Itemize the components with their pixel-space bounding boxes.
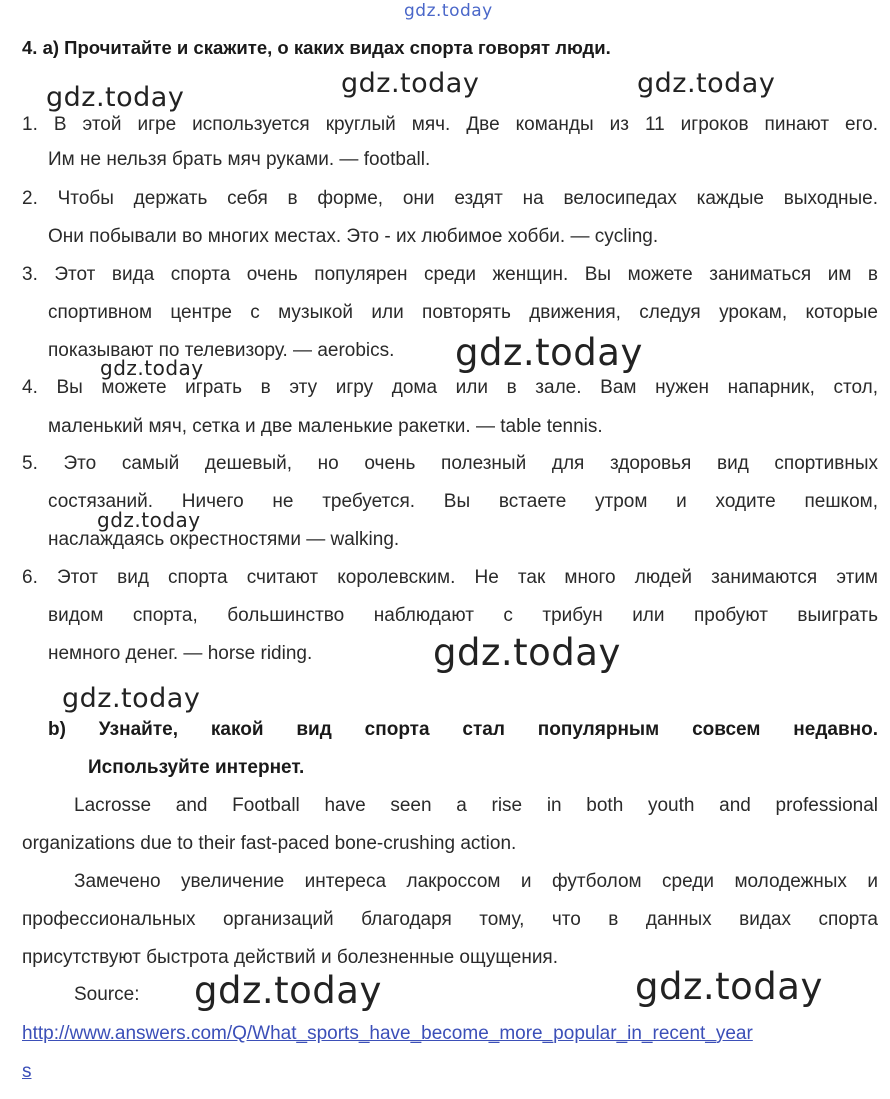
list-item: 4. Вы можете играть в эту игру дома или в зале. Вам нужен напарник, стол,	[22, 377, 878, 398]
list-item-line: Они побывали во многих местах. Это - их любимое хобби. — cycling.	[48, 226, 659, 247]
english-paragraph: Lacrosse and Football have seen a rise in both youth and professional	[74, 795, 878, 816]
part-b-heading-cont: Используйте интернет.	[88, 757, 305, 778]
list-item-line: Им не нельзя брать мяч руками. — football.	[48, 149, 431, 170]
watermark: gdz.today	[637, 68, 776, 99]
watermark: gdz.today	[46, 82, 185, 113]
watermark: gdz.today	[635, 965, 823, 1008]
list-item: 2. Чтобы держать себя в форме, они ездят на велосипедах каждые выходные.	[22, 188, 878, 209]
list-item-line: состязаний. Ничего не требуется. Вы встаете утром и ходите пешком,	[48, 491, 878, 512]
watermark: gdz.today	[455, 331, 643, 374]
source-link[interactable]: http://www.answers.com/Q/What_sports_have_become_more_popular_in_recent_year	[22, 1023, 753, 1044]
russian-paragraph-cont: профессиональных организаций благодаря тому, что в данных видах спорта	[22, 909, 878, 930]
watermark: gdz.today	[62, 683, 201, 714]
exercise-header: 4. a) Прочитайте и скажите, о каких видах спорта говорят люди.	[22, 37, 611, 58]
watermark: gdz.today	[97, 508, 201, 532]
watermark: gdz.today	[194, 969, 382, 1012]
russian-paragraph-cont: присутствуют быстрота действий и болезненные ощущения.	[22, 947, 558, 968]
list-item-line: показывают по телевизору. — aerobics.	[48, 340, 395, 361]
watermark: gdz.today	[100, 356, 204, 380]
list-item-line: спортивном центре с музыкой или повторять движения, следуя урокам, которые	[48, 302, 878, 323]
source-label: Source:	[74, 984, 140, 1005]
watermark-top: gdz.today	[404, 1, 493, 21]
source-link-cont[interactable]: s	[22, 1061, 32, 1082]
list-item-line: наслаждаясь окрестностями — walking.	[48, 529, 400, 550]
watermark: gdz.today	[341, 68, 480, 99]
list-item: 6. Этот вид спорта считают королевским. Не так много людей занимаются этим	[22, 567, 878, 588]
list-item: 3. Этот вида спорта очень популярен среди женщин. Вы можете заниматься им в	[22, 264, 878, 285]
watermark: gdz.today	[433, 631, 621, 674]
list-item-line: немного денег. — horse riding.	[48, 643, 313, 664]
list-item: 5. Это самый дешевый, но очень полезный для здоровья вид спортивных	[22, 453, 878, 474]
list-item-line: маленький мяч, сетка и две маленькие ракетки. — table tennis.	[48, 416, 603, 437]
english-paragraph-cont: organizations due to their fast-paced bone-crushing action.	[22, 833, 517, 854]
list-item-line: видом спорта, большинство наблюдают с трибун или пробуют выиграть	[48, 605, 878, 626]
list-item: 1. В этой игре используется круглый мяч. Две команды из 11 игроков пинают его.	[22, 114, 878, 135]
part-b-heading: b) Узнайте, какой вид спорта стал популярным совсем недавно.	[48, 719, 878, 740]
russian-paragraph: Замечено увеличение интереса лакроссом и футболом среди молодежных и	[74, 871, 878, 892]
